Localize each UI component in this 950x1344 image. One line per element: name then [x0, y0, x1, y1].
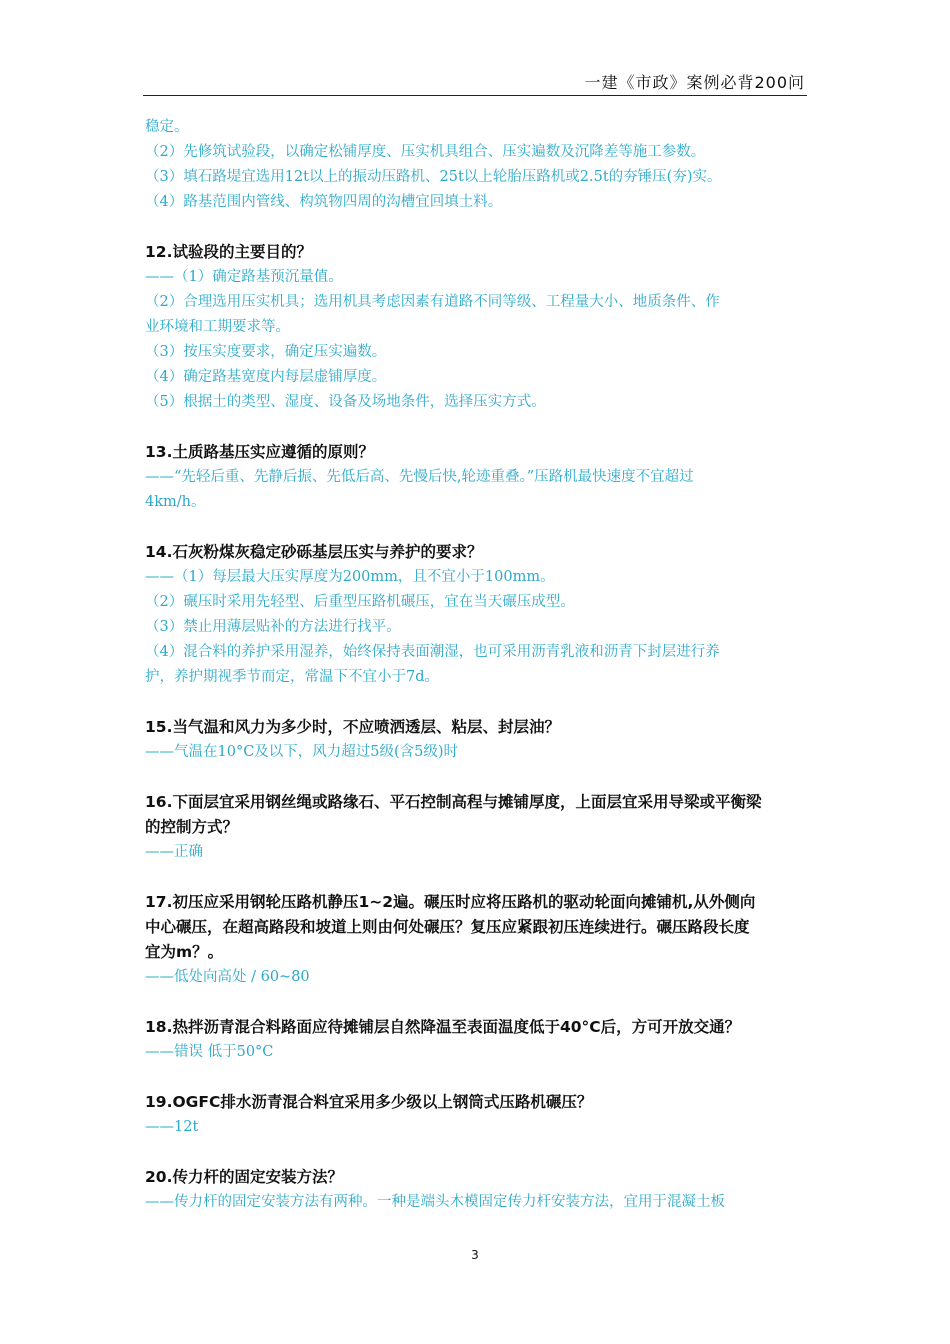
question-item-16	[145, 790, 807, 865]
answer-line: （3）按压实度要求，确定压实遍数。	[145, 344, 387, 360]
spacer	[145, 1065, 807, 1090]
answer-line: ——低处向高处 / 60~80	[145, 969, 310, 985]
spacer	[145, 415, 807, 440]
answer-line: 稳定。	[145, 119, 189, 135]
spacer	[145, 690, 807, 715]
question-item-18	[145, 1015, 807, 1065]
question-text: 14.石灰粉煤灰稳定砂砾基层压实与养护的要求？	[145, 543, 483, 561]
answer-line: （4）混合料的养护采用湿养，始终保持表面潮湿，也可采用沥青乳液和沥青下封层进行养	[145, 644, 720, 660]
answer-line: （2）碾压时采用先轻型、后重型压路机碾压，宜在当天碾压成型。	[145, 594, 575, 610]
question-text: 19.OGFC排水沥青混合料宜采用多少级以上钢筒式压路机碾压？	[145, 1093, 593, 1111]
spacer	[145, 765, 807, 790]
question-item-17	[145, 890, 807, 990]
question-text: 17.初压应采用钢轮压路机静压1~2遍。碾压时应将压路机的驱动轮面向摊铺机,从外侧向	[145, 893, 756, 911]
question-item-15	[145, 715, 807, 765]
question-text: 13.土质路基压实应遵循的原则？	[145, 443, 374, 461]
answer-line: 业环境和工期要求等。	[145, 319, 290, 335]
answer-line: ——“先轻后重、先静后振、先低后高、先慢后快,轮迹重叠。”压路机最快速度不宜超过	[145, 469, 694, 485]
question-text: 18.热拌沥青混合料路面应待摊铺层自然降温至表面温度低于40°C后，方可开放交通？	[145, 1018, 741, 1036]
spacer	[145, 515, 807, 540]
answer-line: ——错误 低于50°C	[145, 1044, 274, 1060]
answer-line: （3）禁止用薄层贴补的方法进行找平。	[145, 619, 401, 635]
spacer	[145, 1140, 807, 1165]
answer-line: ——正确	[145, 844, 203, 860]
answer-line: （5）根据土的类型、湿度、设备及场地条件，选择压实方式。	[145, 394, 546, 410]
question-item-12	[145, 240, 807, 415]
answer-line: ——12t	[145, 1119, 199, 1135]
intro-block	[145, 115, 807, 215]
answer-line: （4）路基范围内管线、构筑物四周的沟槽宜回填土料。	[145, 194, 503, 210]
answer-line: （2）先修筑试验段，以确定松铺厚度、压实机具组合、压实遍数及沉降差等施工参数。	[145, 144, 706, 160]
question-text: 15.当气温和风力为多少时，不应喷洒透层、粘层、封层油？	[145, 718, 560, 736]
question-text: 12.试验段的主要目的？	[145, 243, 312, 261]
question-item-14	[145, 540, 807, 690]
answer-line: （2）合理选用压实机具；选用机具考虑因素有道路不同等级、工程量大小、地质条件、作	[145, 294, 720, 310]
answer-line: ——气温在10°C及以下，风力超过5级(含5级)时	[145, 744, 459, 760]
page-content	[145, 115, 807, 1215]
question-item-20	[145, 1165, 807, 1215]
spacer	[145, 215, 807, 240]
question-text: 的控制方式？	[145, 818, 239, 836]
page-number: 3	[471, 1248, 479, 1262]
spacer	[145, 990, 807, 1015]
answer-line: （4）确定路基宽度内每层虚铺厚度。	[145, 369, 387, 385]
question-text: 16.下面层宜采用钢丝绳或路缘石、平石控制高程与摊铺厚度，上面层宜采用导梁或平衡梁	[145, 793, 762, 811]
question-text: 中心碾压，在超高路段和坡道上则由何处碾压？复压应紧跟初压连续进行。碾压路段长度	[145, 918, 750, 936]
header-rule	[143, 95, 807, 96]
question-item-19	[145, 1090, 807, 1140]
header-title: 一建《市政》案例必背200问	[584, 73, 805, 92]
answer-line: ——（1）每层最大压实厚度为200mm，且不宜小于100mm。	[145, 569, 555, 585]
question-text: 宜为m？。	[145, 943, 224, 961]
answer-line: ——传力杆的固定安装方法有两种。一种是端头木模固定传力杆安装方法，宜用于混凝土板	[145, 1194, 725, 1210]
answer-line: ——（1）确定路基预沉量值。	[145, 269, 343, 285]
answer-line: （3）填石路堤宜选用12t以上的振动压路机、25t以上轮胎压路机或2.5t的夯锤压(夯)实。	[145, 169, 722, 185]
question-text: 20.传力杆的固定安装方法？	[145, 1168, 343, 1186]
answer-line: 4km/h。	[145, 494, 206, 510]
question-item-13	[145, 440, 807, 515]
answer-line: 护，养护期视季节而定，常温下不宜小于7d。	[145, 669, 440, 685]
spacer	[145, 865, 807, 890]
